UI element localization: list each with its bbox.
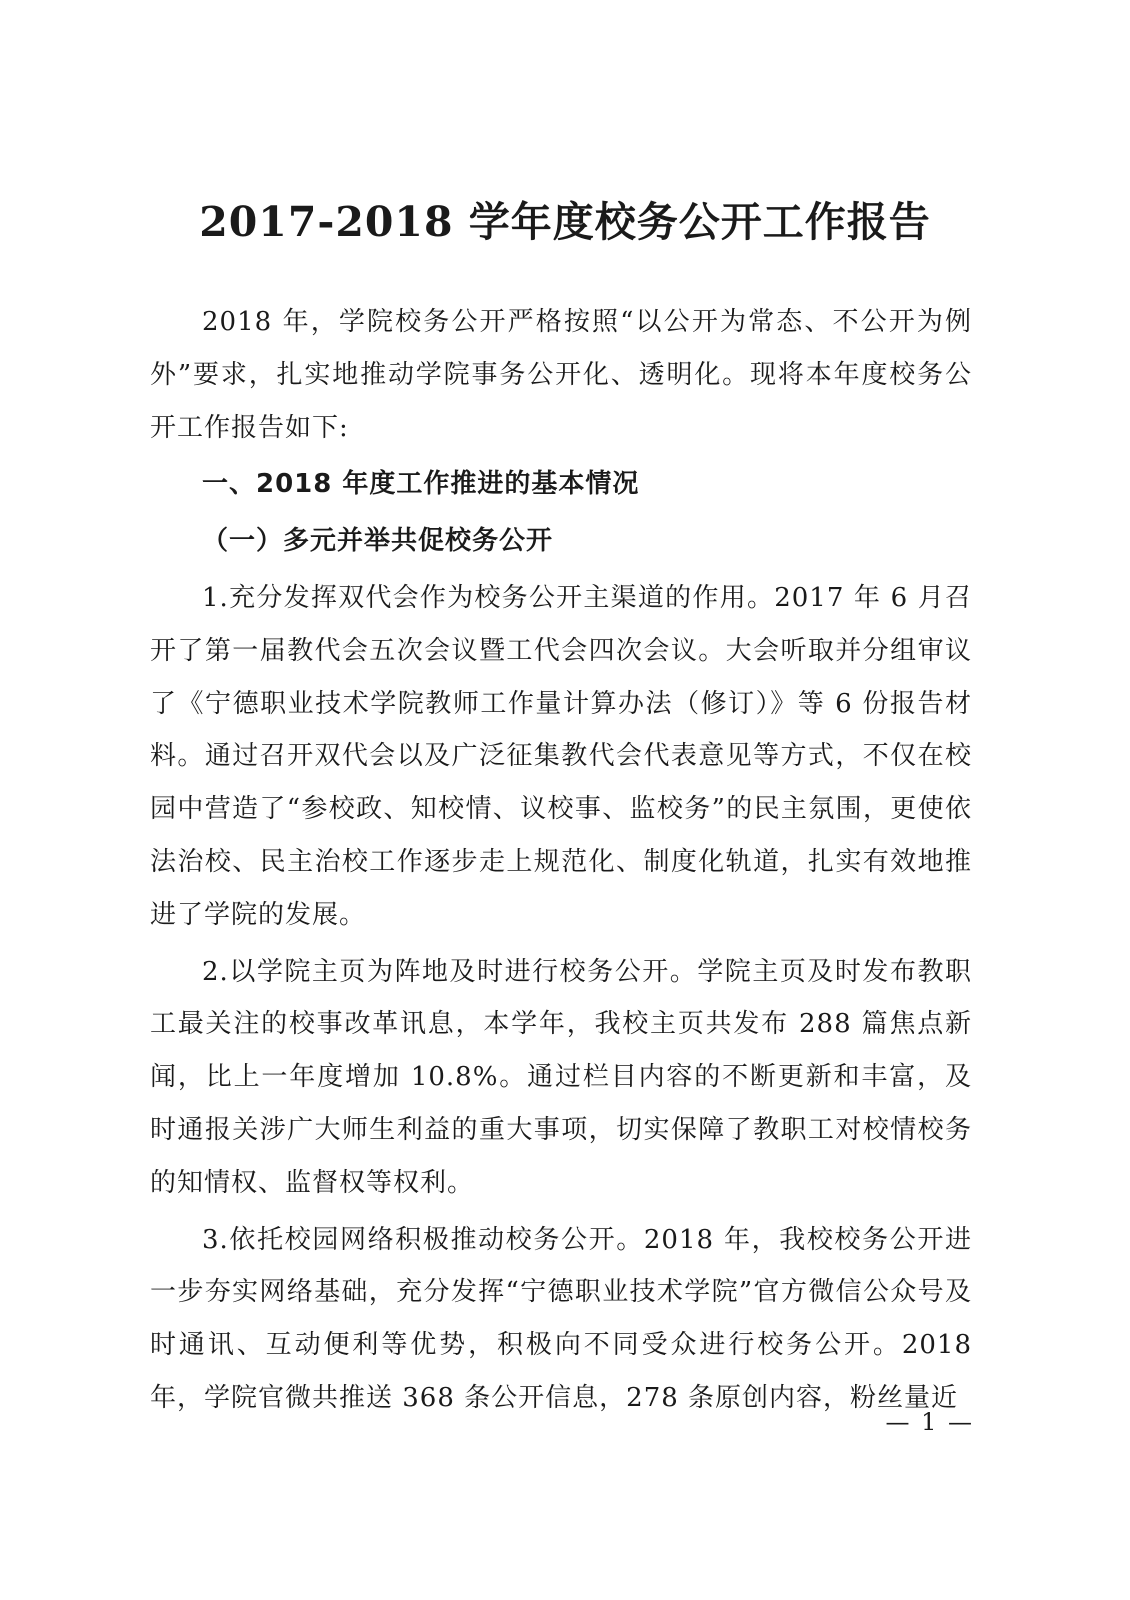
document-title: 2017-2018 学年度校务公开工作报告 — [199, 198, 931, 246]
page-number: — 1 — — [885, 1408, 974, 1436]
item-paragraph-1: 1.充分发挥双代会作为校务公开主渠道的作用。2017 年 6 月召开了第一届教代会五次会议暨工代会四次会议。大会听取并分组审议了《宁德职业技术学院教师工作量计算办法（修订）》等 6 份报告材料。通过召开双代会以及广泛征集教代会代表意见等方式，不仅在校园中营造了“参校政、知校情、议校事、监校务”的民主氛围，更使依法治校、民主治校工作逐步走上规范化、制度化轨道，扎实有效地推进了学院的发展。 — [150, 582, 972, 930]
section-heading: 一、2018 年度工作推进的基本情况 — [202, 469, 640, 500]
subsection-heading: （一）多元并举共促校务公开 — [202, 526, 554, 557]
item-paragraph-3: 3.依托校园网络积极推动校务公开。2018 年，我校校务公开进一步夯实网络基础，充分发挥“宁德职业技术学院”官方微信公众号及时通讯、互动便利等优势，积极向不同受众进行校务公开。2018 年，学院官微共推送 368 条公开信息，278 条原创内容，粉丝量近 — [150, 1224, 972, 1413]
intro-paragraph: 2018 年，学院校务公开严格按照“以公开为常态、不公开为例外”要求，扎实地推动学院事务公开化、透明化。现将本年度校务公开工作报告如下: — [150, 307, 972, 443]
item-paragraph-2: 2.以学院主页为阵地及时进行校务公开。学院主页及时发布教职工最关注的校事改革讯息，本学年，我校主页共发布 288 篇焦点新闻，比上一年度增加 10.8%。通过栏目内容的不断更新和丰富，及时通报关涉广大师生利益的重大事项，切实保障了教职工对校情校务的知情权、监督权等权利。 — [150, 956, 972, 1198]
document-body — [150, 296, 972, 1425]
